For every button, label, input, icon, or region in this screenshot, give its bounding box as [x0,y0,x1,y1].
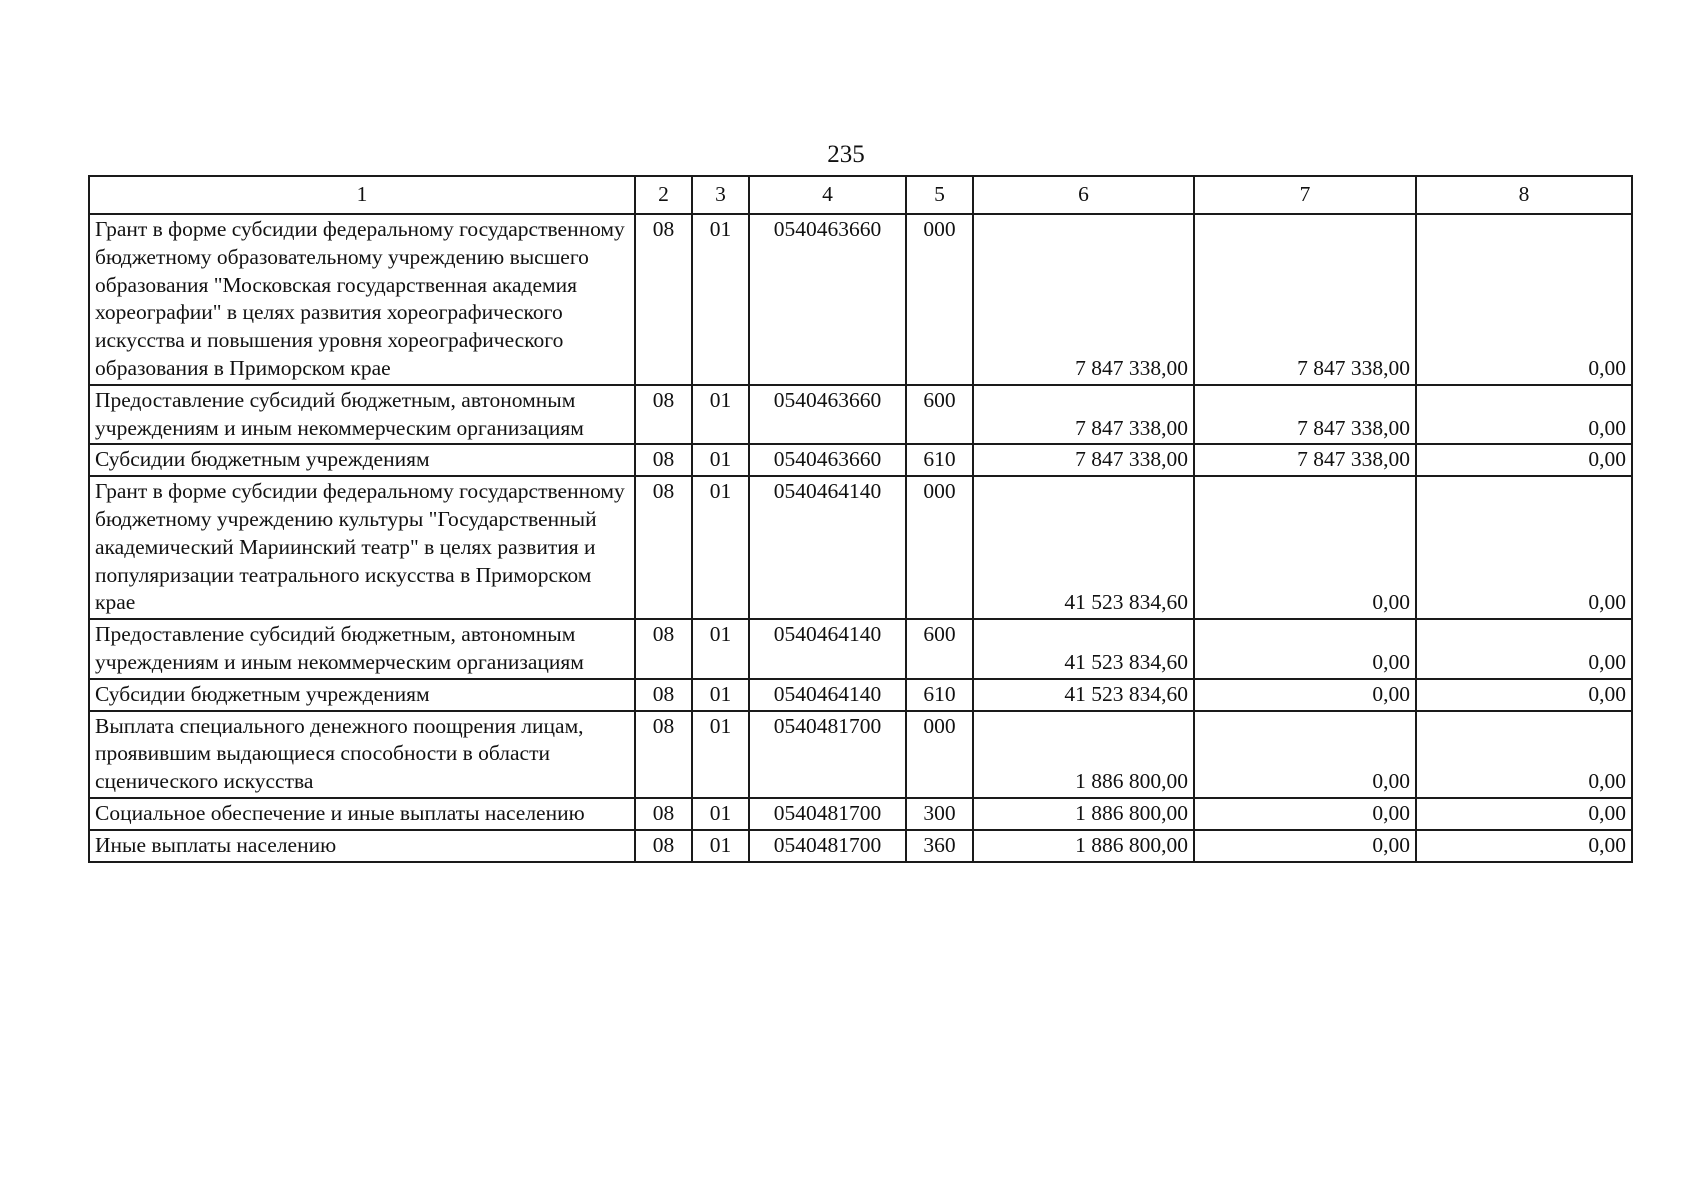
amount-col7: 7 847 338,00 [1194,444,1416,476]
subsection-code: 01 [692,830,749,862]
table-row [89,214,1632,385]
subsection-code: 01 [692,476,749,619]
column-header: 4 [749,176,906,214]
table-row [89,619,1632,679]
amount-col8: 0,00 [1416,619,1632,679]
amount-col8: 0,00 [1416,444,1632,476]
expense-type-code: 600 [906,385,973,445]
amount-col8: 0,00 [1416,385,1632,445]
amount-col6: 7 847 338,00 [973,385,1194,445]
section-code: 08 [635,830,692,862]
amount-col7: 0,00 [1194,476,1416,619]
expense-type-code: 000 [906,711,973,798]
amount-col7: 7 847 338,00 [1194,385,1416,445]
subsection-code: 01 [692,214,749,385]
amount-col7: 0,00 [1194,679,1416,711]
expense-type-code: 600 [906,619,973,679]
amount-col7: 7 847 338,00 [1194,214,1416,385]
amount-col8: 0,00 [1416,476,1632,619]
target-article-code: 0540463660 [749,444,906,476]
amount-col8: 0,00 [1416,679,1632,711]
column-header: 3 [692,176,749,214]
section-code: 08 [635,798,692,830]
column-header: 5 [906,176,973,214]
target-article-code: 0540481700 [749,830,906,862]
section-code: 08 [635,214,692,385]
budget-table [88,175,1633,863]
amount-col8: 0,00 [1416,830,1632,862]
row-name: Выплата специального денежного поощрения лицам, проявившим выдающиеся способности в области сценического искусства [89,711,635,798]
amount-col6: 41 523 834,60 [973,476,1194,619]
column-header: 7 [1194,176,1416,214]
target-article-code: 0540481700 [749,798,906,830]
section-code: 08 [635,679,692,711]
amount-col6: 7 847 338,00 [973,444,1194,476]
subsection-code: 01 [692,711,749,798]
table-row [89,679,1632,711]
amount-col8: 0,00 [1416,798,1632,830]
table-row [89,711,1632,798]
amount-col7: 0,00 [1194,619,1416,679]
section-code: 08 [635,711,692,798]
expense-type-code: 360 [906,830,973,862]
row-name: Грант в форме субсидии федеральному государственному бюджетному учреждению культуры "Государственный академический Мариинский театр" в целях развития и популяризации театрального искусства в Приморском крае [89,476,635,619]
expense-type-code: 610 [906,444,973,476]
section-code: 08 [635,619,692,679]
table-row [89,444,1632,476]
amount-col8: 0,00 [1416,214,1632,385]
expense-type-code: 300 [906,798,973,830]
subsection-code: 01 [692,444,749,476]
amount-col6: 1 886 800,00 [973,798,1194,830]
row-name: Предоставление субсидий бюджетным, автономным учреждениям и иным некоммерческим организациям [89,385,635,445]
section-code: 08 [635,444,692,476]
amount-col6: 1 886 800,00 [973,830,1194,862]
subsection-code: 01 [692,385,749,445]
table-row [89,798,1632,830]
column-header: 8 [1416,176,1632,214]
table-header-row [89,176,1632,214]
amount-col7: 0,00 [1194,798,1416,830]
target-article-code: 0540463660 [749,385,906,445]
amount-col7: 0,00 [1194,711,1416,798]
section-code: 08 [635,476,692,619]
subsection-code: 01 [692,798,749,830]
page-number: 235 [827,141,865,168]
column-header: 6 [973,176,1194,214]
row-name: Предоставление субсидий бюджетным, автономным учреждениям и иным некоммерческим организациям [89,619,635,679]
amount-col7: 0,00 [1194,830,1416,862]
amount-col6: 7 847 338,00 [973,214,1194,385]
column-header: 2 [635,176,692,214]
row-name: Субсидии бюджетным учреждениям [89,679,635,711]
row-name: Субсидии бюджетным учреждениям [89,444,635,476]
table-row [89,385,1632,445]
target-article-code: 0540463660 [749,214,906,385]
expense-type-code: 000 [906,214,973,385]
row-name: Иные выплаты населению [89,830,635,862]
amount-col8: 0,00 [1416,711,1632,798]
section-code: 08 [635,385,692,445]
expense-type-code: 000 [906,476,973,619]
amount-col6: 41 523 834,60 [973,679,1194,711]
target-article-code: 0540481700 [749,711,906,798]
amount-col6: 1 886 800,00 [973,711,1194,798]
amount-col6: 41 523 834,60 [973,619,1194,679]
row-name: Грант в форме субсидии федеральному государственному бюджетному образовательному учреждению высшего образования "Московская государственная академия хореографии" в целях развития хореографического искусства и повышения уровня хореографического образования в Приморском крае [89,214,635,385]
target-article-code: 0540464140 [749,476,906,619]
table-row [89,476,1632,619]
row-name: Социальное обеспечение и иные выплаты населению [89,798,635,830]
target-article-code: 0540464140 [749,619,906,679]
expense-type-code: 610 [906,679,973,711]
target-article-code: 0540464140 [749,679,906,711]
table-row [89,830,1632,862]
subsection-code: 01 [692,619,749,679]
subsection-code: 01 [692,679,749,711]
column-header: 1 [89,176,635,214]
